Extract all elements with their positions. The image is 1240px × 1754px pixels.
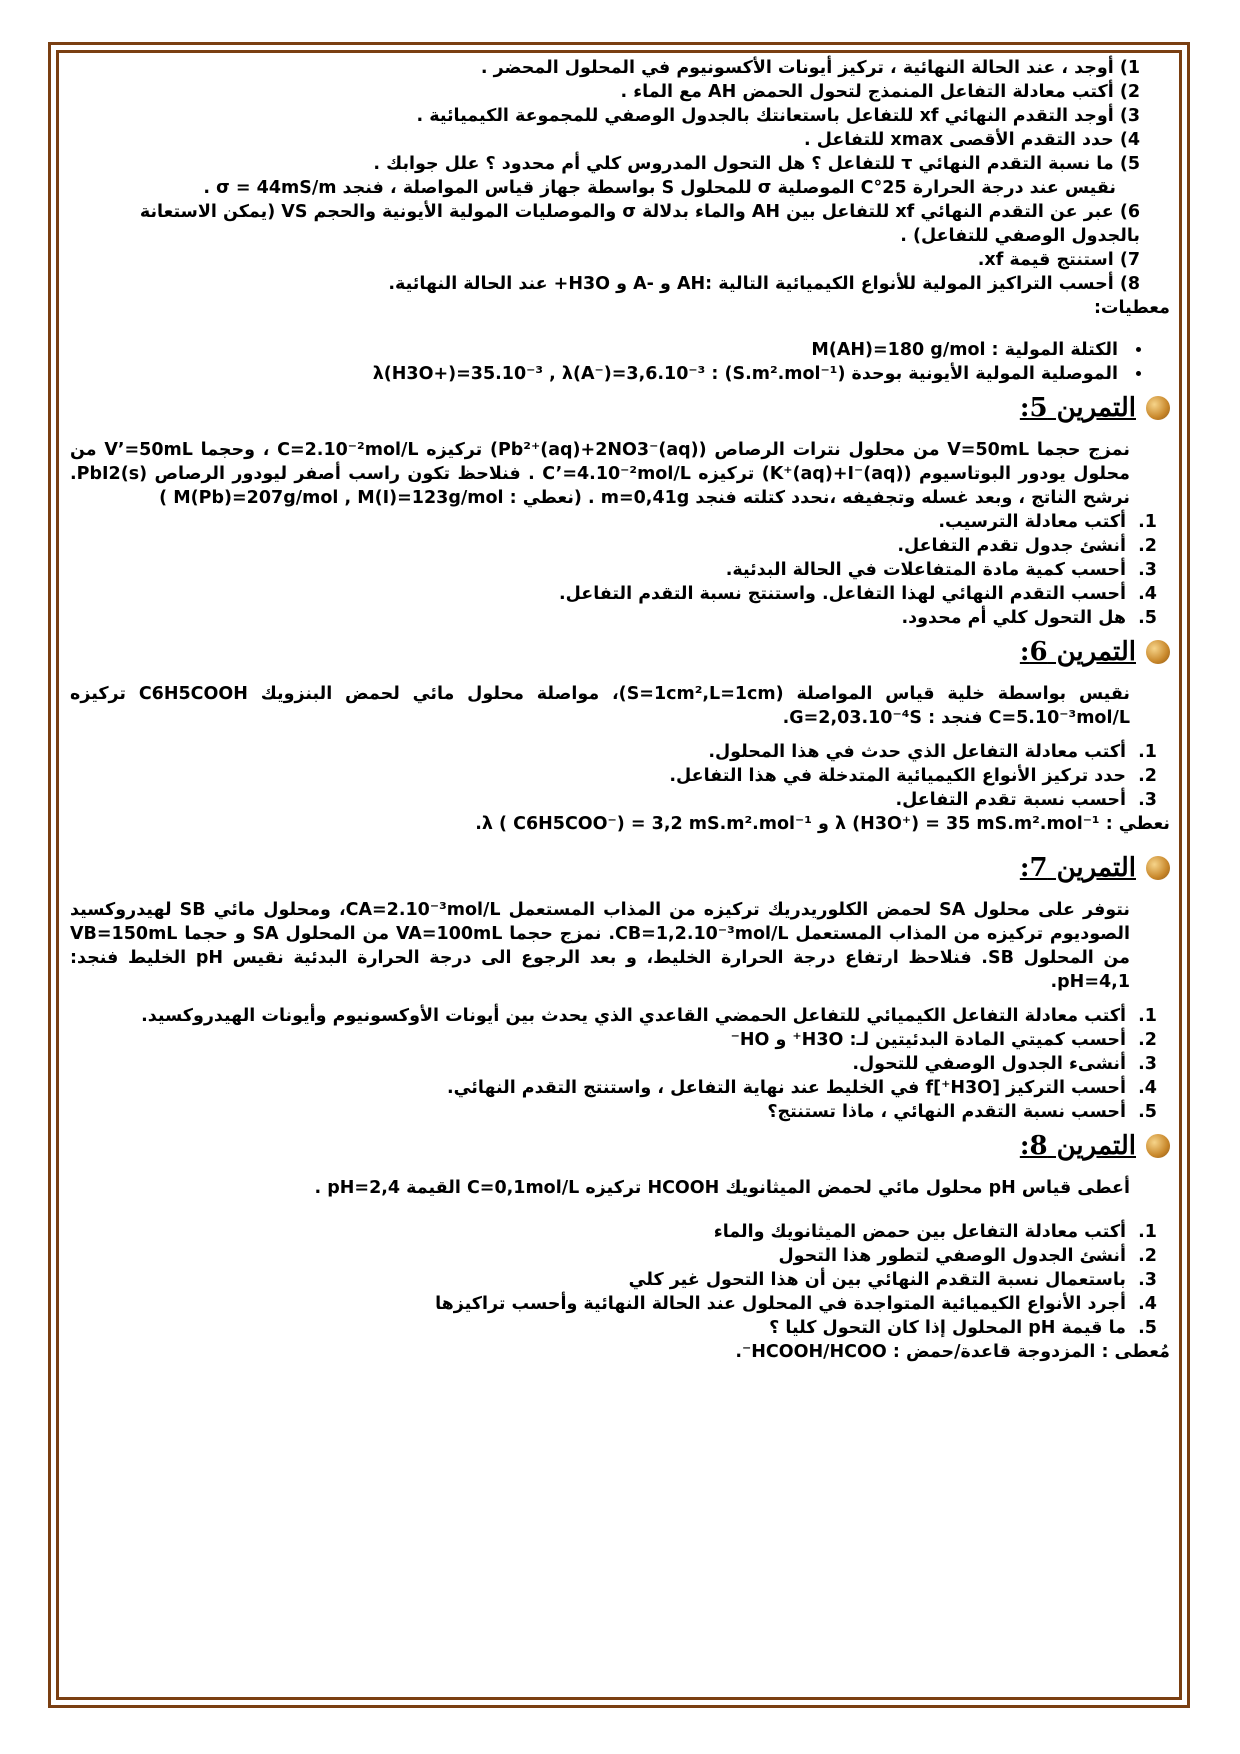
list-item: 5. أحسب نسبة التقدم النهائي ، ماذا تستنتج؟ <box>70 1100 1132 1124</box>
list-item: 1. أكتب معادلة التفاعل بين حمض الميثانويك والماء <box>70 1220 1132 1244</box>
list-item: 2) أكتب معادلة التفاعل المنمذج لتحول الحمض AH مع الماء . <box>620 82 1140 102</box>
list-item: • الموصلية المولية الأيونية بوحدة (S.m².mol⁻¹) : λ(H3O+)=35.10⁻³ , λ(A⁻)=3,6.10⁻³ <box>70 362 1124 386</box>
exercise-7-heading <box>70 852 1170 884</box>
givens-list <box>70 338 1170 386</box>
list-item: 5) ما نسبة التقدم النهائي τ للتفاعل ؟ هل التحول المدروس كلي أم محدود ؟ علل جوابك . <box>373 154 1140 174</box>
bullet-ball-icon <box>1146 640 1170 664</box>
list-item: 3. أنشىء الجدول الوصفي للتحول. <box>70 1052 1132 1076</box>
exercise-7-title: التمرين 7: <box>1019 853 1136 883</box>
list-item: 3. أحسب كمية مادة المتفاعلات في الحالة البدئية. <box>70 558 1132 582</box>
exercise-8-heading <box>70 1130 1170 1162</box>
exercise-8-statement: أعطى قياس pH محلول مائي لحمض الميثانويك HCOOH تركيزه C=0,1mol/L القيمة pH=2,4 . <box>314 1178 1130 1198</box>
list-item: 6) عبر عن التقدم النهائي xf للتفاعل بين AH والماء بدلالة σ والموصليات المولية الأيونية والحجم VS (يمكن الاستعانة بالجدول الوصفي للتفاعل) . <box>139 202 1140 246</box>
list-item: 2. أنشئ الجدول الوصفي لتطور هذا التحول <box>70 1244 1132 1268</box>
list-item: 2. حدد تركيز الأنواع الكيميائية المتدخلة في هذا التفاعل. <box>70 764 1132 788</box>
list-item: 1) أوجد ، عند الحالة النهائية ، تركيز أيونات الأكسونيوم في المحلول المحضر . <box>480 58 1140 78</box>
exercise-8-title: التمرين 8: <box>1019 1131 1136 1161</box>
intro-question-list <box>70 56 1170 296</box>
list-item: 1. أكتب معادلة التفاعل الذي حدث في هذا المحلول. <box>70 740 1132 764</box>
exercise-5-title: التمرين 5: <box>1019 393 1136 423</box>
list-item: 8) أحسب التراكيز المولية للأنواع الكيميائية التالية :AH و -A و H3O+ عند الحالة النهائية. <box>388 274 1140 294</box>
exercise-7-statement: نتوفر على محلول SA لحمض الكلوريدريك تركيزه من المذاب المستعمل CA=2.10⁻³mol/L، ومحلول مائي SB لهيدروكسيد الصوديوم تركيزه من المذاب المستعمل CB=1,2.10⁻³mol/L. نمزج حجما VA=100mL من المحلول SA و حجما VB=150mL من المحلول SB. فنلاحظ ارتفاع درجة الحرارة الخليط، و بعد الرجوع الى درجة الحرارة البدئية نقيس pH الخليط فنجد: pH=4,1. <box>70 900 1131 992</box>
list-item: 7) استنتج قيمة xf. <box>977 250 1140 270</box>
list-item: 4. أجرد الأنواع الكيميائية المتواجدة في المحلول عند الحالة النهائية وأحسب تراكيزها <box>70 1292 1132 1316</box>
list-item: نقيس عند درجة الحرارة 25°C الموصلية σ للمحلول S بواسطة جهاز قياس المواصلة ، فنجد σ = 44mS/m . <box>203 178 1116 198</box>
givens-label: معطيات: <box>1093 298 1170 318</box>
list-item: 1. أكتب معادلة الترسيب. <box>70 510 1132 534</box>
exercise-8-given: مُعطى : المزدوجة قاعدة/حمض : HCOOH/HCOO⁻. <box>735 1342 1170 1362</box>
bullet-ball-icon <box>1146 856 1170 880</box>
exercise-6-title: التمرين 6: <box>1019 637 1136 667</box>
exercise-5-statement: نمزج حجما V=50mL من محلول نترات الرصاص (Pb²⁺(aq)+2NO3⁻(aq)) تركيزه C=2.10⁻²mol/L ، وحجما V’=50mL من محلول يودور البوتاسيوم (K⁺(aq)+I⁻(aq)) تركيزه C’=4.10⁻²mol/L . فنلاحظ تكون راسب أصفر ليودور الرصاص PbI2(s). نرشح الناتج ، وبعد غسله وتجفيفه ،نحدد كتلته فنجد m=0,41g . (نعطي : M(Pb)=207g/mol , M(I)=123g/mol ) <box>70 440 1130 508</box>
exercise-8-questions <box>70 1220 1170 1340</box>
bullet-ball-icon <box>1146 1134 1170 1158</box>
exercise-5-heading <box>70 392 1170 424</box>
exercise-6-questions <box>70 740 1170 812</box>
list-item: 4. أحسب التركيز [H3O⁺]f في الخليط عند نهاية التفاعل ، واستنتج التقدم النهائي. <box>70 1076 1132 1100</box>
list-item: 3. باستعمال نسبة التقدم النهائي بين أن هذا التحول غير كلي <box>70 1268 1132 1292</box>
list-item: 2. أحسب كميتي المادة البدئيتين لـ: H3O⁺ و HO⁻ <box>70 1028 1132 1052</box>
exercise-7-questions <box>70 1004 1170 1124</box>
exercise-6-statement: نقيس بواسطة خلية قياس المواصلة (S=1cm²,L=1cm)، مواصلة محلول مائي لحمض البنزويك C6H5COOH تركيزه C=5.10⁻³mol/L فنجد : G=2,03.10⁻⁴S. <box>70 684 1130 728</box>
exercise-6-given: نعطي : λ (H3O⁺) = 35 mS.m².mol⁻¹ و λ ( C6H5COO⁻) = 3,2 mS.m².mol⁻¹. <box>475 814 1170 834</box>
exercise-6-heading <box>70 636 1170 668</box>
list-item: 5. هل التحول كلي أم محدود. <box>70 606 1132 630</box>
exercise-5-questions <box>70 510 1170 630</box>
list-item: 4. أحسب التقدم النهائي لهذا التفاعل. واستنتج نسبة التقدم التفاعل. <box>70 582 1132 606</box>
list-item: 4) حدد التقدم الأقصى xmax للتفاعل . <box>803 130 1140 150</box>
document-body <box>70 56 1170 1364</box>
list-item: • الكتلة المولية : M(AH)=180 g/mol <box>70 338 1124 362</box>
list-item: 3. أحسب نسبة تقدم التفاعل. <box>70 788 1132 812</box>
list-item: 2. أنشئ جدول تقدم التفاعل. <box>70 534 1132 558</box>
list-item: 1. أكتب معادلة التفاعل الكيميائي للتفاعل الحمضي القاعدي الذي يحدث بين أيونات الأوكسونيوم وأيونات الهيدروكسيد. <box>70 1004 1132 1028</box>
list-item: 5. ما قيمة pH المحلول إذا كان التحول كليا ؟ <box>70 1316 1132 1340</box>
list-item: 3) أوجد التقدم النهائي xf للتفاعل باستعانتك بالجدول الوصفي للمجموعة الكيميائية . <box>416 106 1140 126</box>
bullet-ball-icon <box>1146 396 1170 420</box>
